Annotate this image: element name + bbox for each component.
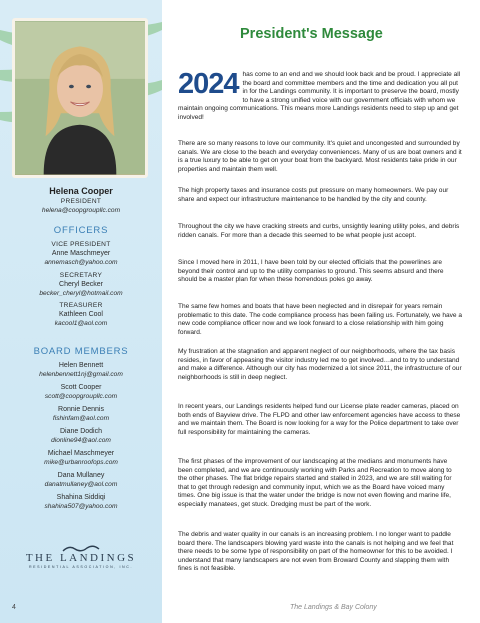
board-member-email[interactable]: dionline94@aol.com <box>51 437 111 444</box>
officer-email[interactable]: kacool1@aol.com <box>54 320 108 327</box>
paragraph <box>178 68 462 122</box>
board-member <box>0 361 162 379</box>
paragraph: The debris and water quality in our canals is an increasing problem. I no longer want to paddle board there. The landscapers blowing yard waste into the canals is not helping and we feel that there needs to be some type of responsibility on part of the homeowner for this to be avoided. I understand that many landscapers are not even from Broward County and slapping them with fines is not feasible. <box>178 531 454 573</box>
officer-entry <box>0 271 162 298</box>
paragraph: The first phases of the improvement of our landscaping at the medians and monuments have been completed, and we are continuously working with Parks and Recreation to move along to the other phases. The flat bridge repairs started and stalled in 2023, and we are still waiting for that to get through redesign and community input, which we as the Board have voiced many times. One big issue is that the water under the bridge is now not even flowing and marine life, especially manatees, get stuck. Dredging must be part of the work. <box>178 458 452 508</box>
paragraph: The high property taxes and insurance costs put pressure on many homeowners. We pay our share and expect our infrastructure maintenance to be handled by the city and county. <box>178 187 449 203</box>
paragraph: The same few homes and boats that have been neglected and in disrepair for years remain problematic to this date. The code compliance process has been failing us. Fortunately, we have a new code compliance officer now and we look forward to a close relationship with him going forward. <box>178 303 462 336</box>
board-member <box>0 427 162 445</box>
board-member-name: Scott Cooper <box>60 384 102 391</box>
board-member-name: Dana Mullaney <box>57 472 105 479</box>
officer-entry <box>0 240 162 267</box>
board-member-email[interactable]: scott@coopgroupllc.com <box>44 393 118 400</box>
board-member-name: Shahina Siddiqi <box>56 494 106 501</box>
president-email[interactable]: helena@coopgroupllc.com <box>41 207 121 214</box>
officers-heading: OFFICERS <box>53 225 109 236</box>
wave-logo-icon <box>61 545 101 553</box>
board-members-heading: BOARD MEMBERS <box>33 346 129 357</box>
officer-name: Anne Maschmeyer <box>51 250 111 257</box>
board-member <box>0 449 162 467</box>
paragraph: There are so many reasons to love our community. It's quiet and uncongested and surrounded by canals. We are close to the beach and everyday conveniences. Many of us are boat owners and it is a true luxury to be able to get on your boat from the backyard. Most residents take pride in our properties and maintain them well. <box>178 140 462 173</box>
paragraph: Since I moved here in 2011, I have been told by our elected officials that the powerlines are beyond their control and up to the utility companies to ground. This seems absurd and there should be a master plan for when these horrendous poles go away. <box>178 259 444 284</box>
board-member-email[interactable]: shahina507@yahoo.com <box>44 503 118 510</box>
landings-logo <box>18 545 144 575</box>
paragraph: My frustration at the stagnation and apparent neglect of our neighborhoods, where the tax basis resides, in favor of appeasing the visitor industry led me to get involved…and to try to understand and make a difference. Although our city has modernized a lot since 2011, the infrastructure of our neighborhoods is still in deep neglect. <box>178 348 462 381</box>
officer-entry <box>0 301 162 328</box>
board-member-email[interactable]: fishinfam@aol.com <box>52 415 110 422</box>
officer-title: SECRETARY <box>59 272 103 279</box>
board-member-email[interactable]: helenbennett1nj@gmail.com <box>39 371 123 378</box>
board-member-name: Michael Maschmeyer <box>47 450 115 457</box>
board-member-name: Diane Dodich <box>59 428 103 435</box>
footer-publication: The Landings & Bay Colony <box>290 604 377 611</box>
officer-title: TREASURER <box>59 302 103 309</box>
paragraph: In recent years, our Landings residents helped fund our License plate reader cameras, placed on both ends of Bayview drive. The FLPD and other law enforcement agencies have access to these and we maintain them. The Board is now looking for a way for the Police department to take over full responsibility for maintaining the cameras. <box>178 403 461 436</box>
president-block <box>0 186 162 215</box>
board-member-email[interactable]: mike@urbanroofops.com <box>44 459 118 466</box>
board-member-name: Ronnie Dennis <box>58 406 104 413</box>
paragraph-text: has come to an end and we should look back and be proud. I appreciate all the board and committee members and the time and dedication you all put in for the Landings community. It is important to preserve the board, mostly to have a strong unified voice with our government officials with whom we maintain ongoing communications. This means more Landings residents need to step up and get involved! <box>178 71 461 121</box>
board-member-name: Helen Bennett <box>58 362 104 369</box>
officer-title: VICE PRESIDENT <box>51 241 111 248</box>
page-title: President's Message <box>240 26 383 42</box>
logo-name: THE LANDINGS <box>25 552 137 564</box>
sidebar <box>0 0 162 623</box>
logo-subtitle: RESIDENTIAL ASSOCIATION, INC. <box>28 565 134 569</box>
drop-cap-year: 2024 <box>178 68 239 100</box>
page-number: 4 <box>12 604 16 611</box>
president-photo <box>12 18 148 178</box>
officer-name: Cheryl Becker <box>59 281 103 288</box>
board-member <box>0 405 162 423</box>
president-title: PRESIDENT <box>60 198 102 205</box>
board-member-email[interactable]: danatmullaney@aol.com <box>44 481 118 488</box>
officer-email[interactable]: annemasch@yahoo.com <box>44 259 118 266</box>
president-name: Helena Cooper <box>49 186 113 196</box>
officer-email[interactable]: becker_cheryl@hotmail.com <box>39 290 123 297</box>
officer-name: Kathleen Cool <box>59 311 103 318</box>
board-member <box>0 493 162 511</box>
board-member <box>0 383 162 401</box>
paragraph: Throughout the city we have cracking streets and curbs, unsightly leaning utility poles, and debris ridden canals. For more than a decade this seemed to be what people just accept. <box>178 223 460 239</box>
board-member <box>0 471 162 489</box>
